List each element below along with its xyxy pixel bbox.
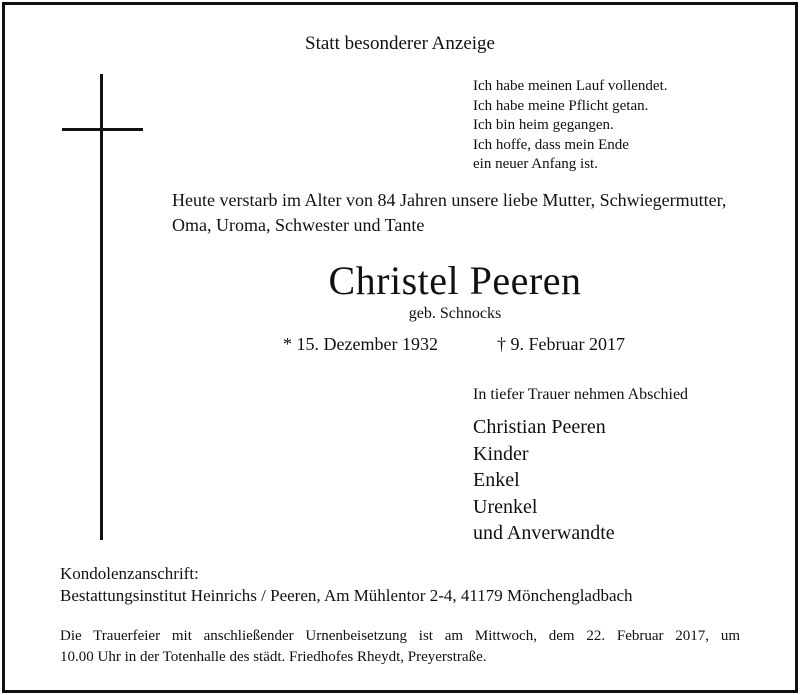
poem-line: Ich habe meinen Lauf vollendet. [473,78,668,94]
funeral-line: Die Trauerfeier mit anschließender Urnenbeisetzung ist am Mittwoch, dem 22. Februar 2017, um [60,628,740,644]
announcement-text [172,188,726,238]
deceased-name: Christel Peeren [328,258,582,303]
mourning-intro: In tiefer Trauer nehmen Abschied [473,386,689,403]
cross-horizontal-bar [62,128,143,131]
birth-date: * 15. Dezember 1932 [283,334,438,354]
mourner-name: Christian Peeren [473,416,606,438]
poem [473,77,668,175]
mourner-name: Enkel [473,469,520,491]
mourner-name: Urenkel [473,495,538,518]
poem-line: ein neuer Anfang ist. [473,156,598,172]
poem-line: Ich hoffe, dass mein Ende [473,136,629,153]
mourner-name: und Anverwandte [473,522,615,544]
funeral-line: 10.00 Uhr in der Totenhalle des städt. Friedhofes Rheydt, Preyerstraße. [60,649,487,665]
poem-line: Ich habe meine Pflicht getan. [473,97,649,114]
notice-header: Statt besonderer Anzeige [305,33,495,54]
announcement-line: Oma, Uroma, Schwester und Tante [172,215,425,235]
poem-line: Ich bin heim gegangen. [473,117,614,133]
announcement-line: Heute verstarb im Alter von 84 Jahren unsere liebe Mutter, Schwiegermutter, [172,190,727,210]
mourner-name: Kinder [473,442,529,465]
funeral-notice [60,626,740,668]
condolence-label: Kondolenzanschrift: [60,564,199,583]
maiden-name: geb. Schnocks [408,305,502,322]
mourners-list [473,414,615,547]
condolence-address: Bestattungsinstitut Heinrichs / Peeren, Am Mühlentor 2-4, 41179 Mönchengladbach [60,586,633,605]
death-date: † 9. Februar 2017 [497,334,625,354]
